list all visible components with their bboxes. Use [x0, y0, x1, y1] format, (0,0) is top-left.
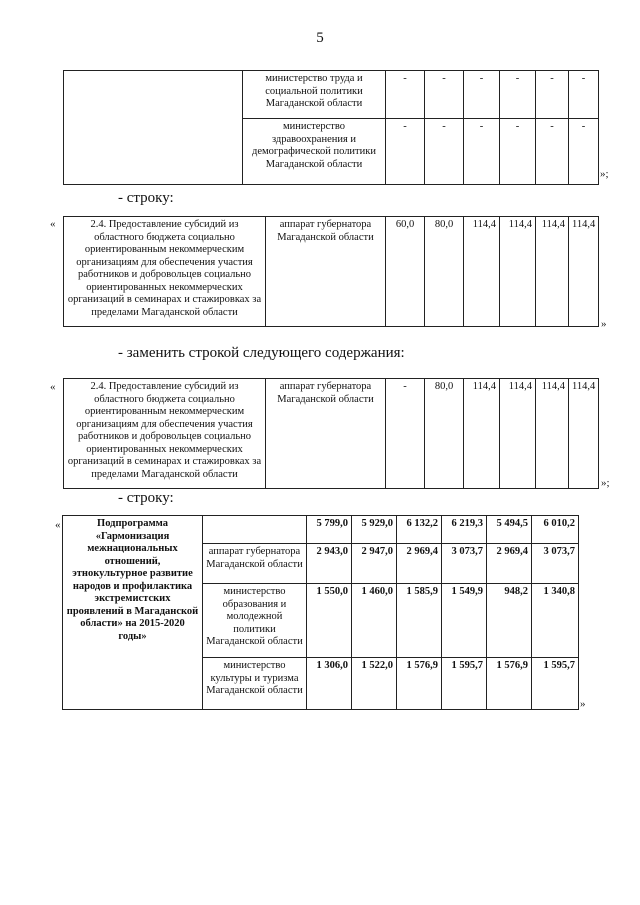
empty-cell [64, 71, 243, 185]
value-cell: - [386, 119, 425, 185]
close-quote: » [580, 698, 586, 710]
value-cell: - [425, 119, 464, 185]
executor-cell: министерство культуры и туризма Магаданской области [203, 658, 307, 710]
value-cell: - [569, 119, 599, 185]
executor-cell: аппарат губернатора Магаданской области [266, 379, 386, 489]
table-row [64, 217, 599, 327]
instruction-line: - строку: [118, 490, 174, 506]
executor-cell: аппарат губернатора Магаданской области [266, 217, 386, 327]
value-cell: 60,0 [386, 217, 425, 327]
value-cell: 114,4 [569, 217, 599, 327]
total-cell: 5 799,0 [307, 516, 352, 544]
value-cell: 80,0 [425, 217, 464, 327]
value-cell: 1 585,9 [397, 584, 442, 658]
close-quote: »; [600, 168, 609, 180]
value-cell: - [386, 71, 425, 119]
total-cell: 5 929,0 [352, 516, 397, 544]
value-cell: 2 969,4 [397, 544, 442, 584]
value-cell: 1 340,8 [532, 584, 579, 658]
value-cell: 1 595,7 [442, 658, 487, 710]
value-cell: 114,4 [500, 217, 536, 327]
open-quote: « [50, 218, 56, 230]
executor-cell: министерство здравоохранения и демографической политики Магаданской области [243, 119, 386, 185]
value-cell: 1 522,0 [352, 658, 397, 710]
measure-name-cell: 2.4. Предоставление субсидий из областного бюджета социально ориентированным некоммерческим организациям для обеспечения участия работников и добровольцев социально ориентированных некоммерческих организаций в семинарах и стажировках за пределами Магаданской области [64, 217, 266, 327]
value-cell: 114,4 [464, 217, 500, 327]
executor-cell: аппарат губернатора Магаданской области [203, 544, 307, 584]
value-cell: 114,4 [464, 379, 500, 489]
empty-cell [203, 516, 307, 544]
value-cell: 1 576,9 [397, 658, 442, 710]
value-cell: - [464, 71, 500, 119]
value-cell: - [536, 119, 569, 185]
open-quote: « [55, 519, 61, 531]
table-subprogram [62, 515, 579, 710]
close-quote: » [601, 318, 607, 330]
value-cell: - [425, 71, 464, 119]
value-cell: - [464, 119, 500, 185]
value-cell: 1 576,9 [487, 658, 532, 710]
value-cell: - [500, 119, 536, 185]
value-cell: - [569, 71, 599, 119]
table-old-row [63, 216, 599, 327]
total-cell: 6 219,3 [442, 516, 487, 544]
open-quote: « [50, 381, 56, 393]
value-cell: 3 073,7 [532, 544, 579, 584]
value-cell: 3 073,7 [442, 544, 487, 584]
table-row [63, 516, 579, 544]
value-cell: 80,0 [425, 379, 464, 489]
value-cell: 2 947,0 [352, 544, 397, 584]
value-cell: 114,4 [500, 379, 536, 489]
value-cell: - [500, 71, 536, 119]
total-cell: 6 010,2 [532, 516, 579, 544]
value-cell: 948,2 [487, 584, 532, 658]
value-cell: 1 549,9 [442, 584, 487, 658]
value-cell: 2 969,4 [487, 544, 532, 584]
measure-name-cell: 2.4. Предоставление субсидий из областного бюджета социально ориентированным некоммерческим организациям для обеспечения участия работников и добровольцев социально ориентированных некоммерческих организаций в семинарах и стажировках за пределами Магаданской области [64, 379, 266, 489]
instruction-line: - строку: [118, 190, 174, 206]
page-number: 5 [316, 30, 324, 46]
table-row [64, 71, 599, 119]
subprogram-name-cell: Подпрограмма «Гармонизация межнациональных отношений, этнокультурное развитие народов и профилактика экстремистских проявлений в Магаданской области» на 2015-2020 годы» [63, 516, 203, 710]
value-cell: 2 943,0 [307, 544, 352, 584]
value-cell: 114,4 [569, 379, 599, 489]
total-cell: 5 494,5 [487, 516, 532, 544]
table-continuation [63, 70, 599, 185]
value-cell: 1 550,0 [307, 584, 352, 658]
total-cell: 6 132,2 [397, 516, 442, 544]
instruction-line: - заменить строкой следующего содержания: [118, 345, 405, 361]
close-quote: »; [601, 477, 610, 489]
value-cell: 114,4 [536, 217, 569, 327]
value-cell: - [536, 71, 569, 119]
table-new-row [63, 378, 599, 489]
executor-cell: министерство образования и молодежной политики Магаданской области [203, 584, 307, 658]
value-cell: - [386, 379, 425, 489]
table-row [64, 379, 599, 489]
value-cell: 1 460,0 [352, 584, 397, 658]
value-cell: 1 595,7 [532, 658, 579, 710]
executor-cell: министерство труда и социальной политики Магаданской области [243, 71, 386, 119]
value-cell: 114,4 [536, 379, 569, 489]
value-cell: 1 306,0 [307, 658, 352, 710]
